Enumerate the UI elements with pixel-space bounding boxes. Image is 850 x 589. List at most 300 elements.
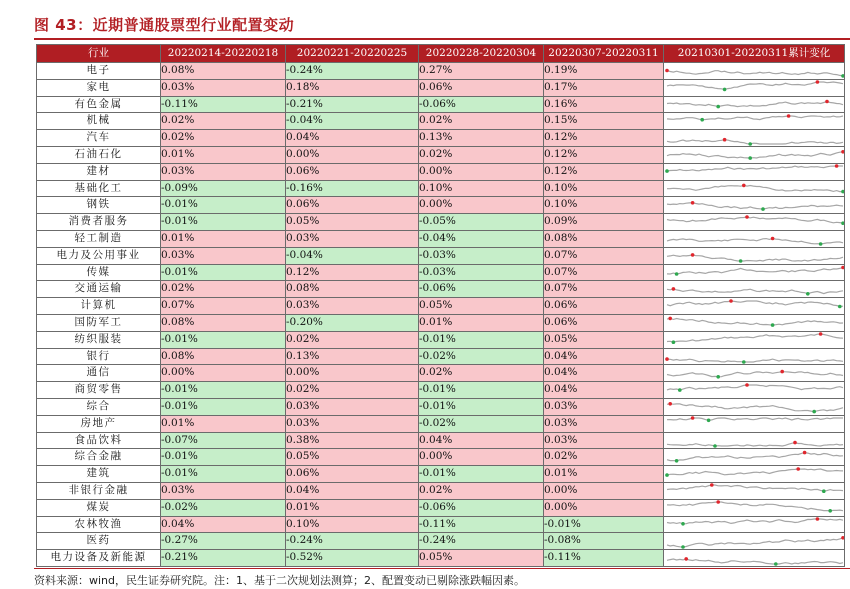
sparkline-line: [667, 359, 843, 362]
weekly-change-cell: 0.00%: [161, 365, 286, 382]
industry-name: 银行: [37, 348, 161, 365]
weekly-change-cell: -0.16%: [286, 180, 419, 197]
weekly-change-cell: -0.04%: [286, 247, 419, 264]
weekly-change-cell: 0.13%: [419, 130, 544, 147]
weekly-change-cell: -0.11%: [544, 550, 664, 567]
weekly-change-cell: 0.07%: [544, 264, 664, 281]
sparkline-min-point: [665, 473, 669, 477]
sparkline-chart: [664, 80, 845, 95]
sparkline-chart: [664, 215, 845, 230]
sparkline-min-point: [774, 562, 778, 566]
sparkline-line: [667, 139, 843, 143]
header-week-3: 20220228-20220304: [419, 45, 544, 63]
table-row: [37, 365, 845, 382]
sparkline-chart: [664, 433, 845, 448]
industry-name: 通信: [37, 365, 161, 382]
industry-name: 综合金融: [37, 449, 161, 466]
header-cumulative: 20210301-20220311累计变化: [664, 45, 845, 63]
weekly-change-cell: -0.01%: [419, 398, 544, 415]
weekly-change-cell: 0.12%: [544, 130, 664, 147]
sparkline-line: [667, 443, 843, 446]
industry-name: 传媒: [37, 264, 161, 281]
sparkline-min-point: [665, 169, 669, 173]
industry-name: 轻工制造: [37, 230, 161, 247]
industry-name: 纺织服装: [37, 331, 161, 348]
sparkline-cell: [664, 314, 845, 331]
sparkline-min-point: [841, 190, 844, 194]
table-row: [37, 197, 845, 214]
sparkline-min-point: [822, 490, 826, 494]
sparkline-line: [667, 185, 843, 191]
industry-name: 消费者服务: [37, 214, 161, 231]
weekly-change-cell: -0.27%: [161, 533, 286, 550]
sparkline-min-point: [841, 221, 844, 225]
sparkline-max-point: [780, 370, 784, 374]
industry-name: 农林牧渔: [37, 516, 161, 533]
industry-name: 非银行金融: [37, 482, 161, 499]
sparkline-chart: [664, 551, 845, 566]
weekly-change-cell: -0.20%: [286, 314, 419, 331]
sparkline-max-point: [771, 237, 775, 241]
sparkline-max-point: [816, 80, 820, 84]
sparkline-min-point: [716, 105, 720, 109]
sparkline-chart: [664, 114, 845, 129]
weekly-change-cell: 0.02%: [286, 382, 419, 399]
table-row: [37, 214, 845, 231]
sparkline-line: [667, 71, 843, 76]
weekly-change-cell: -0.04%: [419, 230, 544, 247]
weekly-change-cell: 0.17%: [544, 79, 664, 96]
sparkline-line: [667, 452, 843, 460]
weekly-change-cell: -0.24%: [286, 533, 419, 550]
header-week-2: 20220221-20220225: [286, 45, 419, 63]
table-row: [37, 415, 845, 432]
sparkline-max-point: [841, 150, 844, 154]
sparkline-chart: [664, 198, 845, 213]
weekly-change-cell: 0.19%: [544, 63, 664, 80]
sparkline-max-point: [691, 416, 695, 420]
sparkline-line: [667, 385, 843, 390]
sparkline-cell: [664, 146, 845, 163]
weekly-change-cell: -0.11%: [419, 516, 544, 533]
weekly-change-cell: 0.00%: [419, 449, 544, 466]
sparkline-min-point: [716, 375, 720, 379]
weekly-change-cell: 0.07%: [544, 247, 664, 264]
sparkline-cell: [664, 365, 845, 382]
table-row: [37, 314, 845, 331]
weekly-change-cell: -0.01%: [161, 214, 286, 231]
sparkline-cell: [664, 398, 845, 415]
sparkline-min-point: [675, 272, 679, 276]
sparkline-cell: [664, 432, 845, 449]
weekly-change-cell: 0.02%: [161, 130, 286, 147]
sparkline-min-point: [841, 74, 844, 78]
title-rule: [34, 38, 850, 40]
weekly-change-cell: 0.08%: [161, 348, 286, 365]
sparkline-cell: [664, 264, 845, 281]
header-industry: 行业: [37, 45, 161, 63]
sparkline-cell: [664, 516, 845, 533]
weekly-change-cell: -0.01%: [544, 516, 664, 533]
sparkline-max-point: [819, 332, 823, 336]
sparkline-cell: [664, 96, 845, 113]
weekly-change-cell: 0.03%: [544, 398, 664, 415]
sparkline-line: [667, 469, 843, 475]
sparkline-min-point: [838, 304, 842, 308]
weekly-change-cell: 0.02%: [419, 113, 544, 130]
source-rule: [34, 568, 850, 569]
weekly-change-cell: 0.03%: [544, 432, 664, 449]
header-week-1: 20220214-20220218: [161, 45, 286, 63]
weekly-change-cell: -0.02%: [419, 348, 544, 365]
sparkline-chart: [664, 483, 845, 498]
weekly-change-cell: 0.05%: [286, 214, 419, 231]
sparkline-cell: [664, 63, 845, 80]
sparkline-chart: [664, 534, 845, 549]
weekly-change-cell: 0.05%: [419, 550, 544, 567]
sparkline-cell: [664, 247, 845, 264]
weekly-change-cell: 0.12%: [286, 264, 419, 281]
weekly-change-cell: 0.02%: [286, 331, 419, 348]
weekly-change-cell: -0.01%: [161, 264, 286, 281]
industry-name: 家电: [37, 79, 161, 96]
weekly-change-cell: 0.02%: [544, 449, 664, 466]
weekly-change-cell: 0.06%: [544, 298, 664, 315]
weekly-change-cell: 0.15%: [544, 113, 664, 130]
table-row: [37, 281, 845, 298]
weekly-change-cell: 0.27%: [419, 63, 544, 80]
weekly-change-cell: -0.21%: [286, 96, 419, 113]
sparkline-cell: [664, 331, 845, 348]
sparkline-cell: [664, 298, 845, 315]
sparkline-line: [667, 289, 843, 294]
table-row: [37, 382, 845, 399]
table-row: [37, 516, 845, 533]
weekly-change-cell: 0.03%: [161, 247, 286, 264]
weekly-change-cell: 0.08%: [161, 63, 286, 80]
weekly-change-cell: -0.09%: [161, 180, 286, 197]
table-row: [37, 331, 845, 348]
weekly-change-cell: 0.04%: [544, 365, 664, 382]
weekly-change-cell: 0.13%: [286, 348, 419, 365]
sparkline-max-point: [691, 253, 695, 257]
industry-name: 商贸零售: [37, 382, 161, 399]
weekly-change-cell: 0.12%: [544, 163, 664, 180]
weekly-change-cell: 0.16%: [544, 96, 664, 113]
weekly-change-cell: 0.08%: [161, 314, 286, 331]
sparkline-min-point: [742, 360, 746, 364]
sparkline-line: [667, 334, 843, 342]
sparkline-min-point: [761, 207, 765, 211]
sparkline-min-point: [819, 243, 823, 247]
industry-name: 基础化工: [37, 180, 161, 197]
weekly-change-cell: 0.04%: [544, 348, 664, 365]
industry-name: 交通运输: [37, 281, 161, 298]
weekly-change-cell: -0.06%: [419, 499, 544, 516]
table-row: [37, 79, 845, 96]
weekly-change-cell: 0.10%: [419, 180, 544, 197]
sparkline-max-point: [742, 184, 746, 188]
sparkline-min-point: [678, 388, 682, 392]
sparkline-max-point: [691, 201, 695, 205]
weekly-change-cell: -0.02%: [161, 499, 286, 516]
weekly-change-cell: 0.10%: [544, 197, 664, 214]
weekly-change-cell: 0.05%: [419, 298, 544, 315]
sparkline-max-point: [729, 299, 733, 303]
weekly-change-cell: -0.02%: [419, 415, 544, 432]
weekly-change-cell: 0.01%: [544, 466, 664, 483]
table-row: [37, 96, 845, 113]
sparkline-cell: [664, 382, 845, 399]
sparkline-chart: [664, 131, 845, 146]
weekly-change-cell: -0.21%: [161, 550, 286, 567]
sparkline-chart: [664, 349, 845, 364]
sparkline-cell: [664, 415, 845, 432]
weekly-change-cell: 0.02%: [161, 281, 286, 298]
weekly-change-cell: 0.10%: [544, 180, 664, 197]
table-row: [37, 466, 845, 483]
table-row: [37, 146, 845, 163]
sparkline-max-point: [825, 100, 829, 104]
sparkline-line: [667, 116, 843, 120]
sparkline-max-point: [665, 357, 669, 361]
sparkline-chart: [664, 299, 845, 314]
weekly-change-cell: 0.38%: [286, 432, 419, 449]
weekly-change-cell: 0.02%: [419, 146, 544, 163]
weekly-change-cell: -0.01%: [161, 449, 286, 466]
weekly-change-cell: 0.06%: [286, 163, 419, 180]
weekly-change-cell: 0.02%: [419, 365, 544, 382]
weekly-change-cell: 0.01%: [161, 230, 286, 247]
weekly-change-cell: 0.02%: [161, 113, 286, 130]
industry-name: 房地产: [37, 415, 161, 432]
weekly-change-cell: -0.07%: [161, 432, 286, 449]
weekly-change-cell: -0.24%: [419, 533, 544, 550]
weekly-change-cell: 0.04%: [419, 432, 544, 449]
sparkline-line: [667, 538, 843, 547]
source-note: 资料来源：wind，民生证券研究院。注：1、基于二次规划法测算；2、配置变动已剔除涨跌幅因素。: [34, 574, 526, 587]
industry-name: 石油石化: [37, 146, 161, 163]
weekly-change-cell: -0.01%: [419, 331, 544, 348]
sparkline-cell: [664, 348, 845, 365]
weekly-change-cell: 0.03%: [286, 230, 419, 247]
table-row: [37, 449, 845, 466]
weekly-change-cell: -0.11%: [161, 96, 286, 113]
sparkline-cell: [664, 163, 845, 180]
industry-name: 建材: [37, 163, 161, 180]
weekly-change-cell: 0.06%: [286, 466, 419, 483]
sparkline-line: [667, 485, 843, 491]
industry-name: 综合: [37, 398, 161, 415]
weekly-change-cell: -0.01%: [161, 398, 286, 415]
header-row: [37, 45, 845, 63]
weekly-change-cell: -0.05%: [419, 214, 544, 231]
sparkline-max-point: [668, 317, 672, 321]
sparkline-line: [667, 239, 843, 245]
table-row: [37, 398, 845, 415]
sparkline-max-point: [816, 517, 820, 521]
sparkline-cell: [664, 466, 845, 483]
table-row: [37, 247, 845, 264]
weekly-change-cell: -0.01%: [161, 466, 286, 483]
weekly-change-cell: 0.09%: [544, 214, 664, 231]
weekly-change-cell: 0.00%: [286, 146, 419, 163]
sparkline-min-point: [748, 157, 752, 161]
sparkline-cell: [664, 499, 845, 516]
sparkline-cell: [664, 533, 845, 550]
sparkline-cell: [664, 550, 845, 567]
industry-name: 电力设备及新能源: [37, 550, 161, 567]
sparkline-max-point: [665, 69, 669, 73]
sparkline-line: [667, 152, 843, 158]
sparkline-chart: [664, 332, 845, 347]
table-body: [37, 63, 845, 567]
sparkline-chart: [664, 399, 845, 414]
weekly-change-cell: 0.01%: [419, 314, 544, 331]
weekly-change-cell: -0.06%: [419, 96, 544, 113]
sparkline-chart: [664, 500, 845, 515]
sparkline-line: [667, 404, 843, 412]
weekly-change-cell: 0.03%: [286, 398, 419, 415]
weekly-change-cell: 0.00%: [419, 163, 544, 180]
sparkline-cell: [664, 79, 845, 96]
table-row: [37, 482, 845, 499]
weekly-change-cell: 0.03%: [161, 79, 286, 96]
weekly-change-cell: 0.00%: [286, 365, 419, 382]
weekly-change-cell: -0.03%: [419, 264, 544, 281]
industry-name: 电子: [37, 63, 161, 80]
weekly-change-cell: 0.03%: [286, 415, 419, 432]
sparkline-cell: [664, 113, 845, 130]
industry-name: 电力及公用事业: [37, 247, 161, 264]
table-row: [37, 533, 845, 550]
industry-name: 医药: [37, 533, 161, 550]
industry-name: 机械: [37, 113, 161, 130]
sparkline-chart: [664, 231, 845, 246]
sparkline-min-point: [672, 341, 676, 345]
sparkline-max-point: [787, 114, 791, 118]
sparkline-chart: [664, 63, 845, 78]
weekly-change-cell: 0.04%: [161, 516, 286, 533]
sparkline-max-point: [684, 557, 688, 561]
sparkline-line: [667, 371, 843, 376]
industry-name: 计算机: [37, 298, 161, 315]
sparkline-chart: [664, 282, 845, 297]
sparkline-max-point: [841, 266, 844, 270]
sparkline-max-point: [745, 215, 749, 219]
sparkline-line: [667, 101, 843, 106]
weekly-change-cell: -0.01%: [419, 382, 544, 399]
sparkline-chart: [664, 181, 845, 196]
weekly-change-cell: 0.03%: [161, 482, 286, 499]
allocation-table: [36, 44, 845, 567]
weekly-change-cell: -0.03%: [419, 247, 544, 264]
weekly-change-cell: 0.00%: [544, 482, 664, 499]
industry-name: 汽车: [37, 130, 161, 147]
industry-name: 食品饮料: [37, 432, 161, 449]
sparkline-cell: [664, 482, 845, 499]
sparkline-chart: [664, 517, 845, 532]
table-row: [37, 180, 845, 197]
sparkline-chart: [664, 383, 845, 398]
weekly-change-cell: -0.08%: [544, 533, 664, 550]
weekly-change-cell: -0.04%: [286, 113, 419, 130]
sparkline-chart: [664, 248, 845, 263]
industry-name: 有色金属: [37, 96, 161, 113]
sparkline-chart: [664, 147, 845, 162]
sparkline-cell: [664, 214, 845, 231]
weekly-change-cell: 0.06%: [419, 79, 544, 96]
industry-name: 钢铁: [37, 197, 161, 214]
sparkline-min-point: [681, 522, 685, 526]
sparkline-max-point: [841, 536, 844, 540]
sparkline-chart: [664, 315, 845, 330]
weekly-change-cell: 0.18%: [286, 79, 419, 96]
weekly-change-cell: 0.00%: [544, 499, 664, 516]
industry-name: 煤炭: [37, 499, 161, 516]
weekly-change-cell: 0.02%: [419, 482, 544, 499]
sparkline-max-point: [803, 451, 807, 455]
weekly-change-cell: 0.05%: [286, 449, 419, 466]
industry-name: 国防军工: [37, 314, 161, 331]
weekly-change-cell: 0.04%: [544, 382, 664, 399]
sparkline-line: [667, 267, 843, 274]
sparkline-chart: [664, 416, 845, 431]
weekly-change-cell: -0.24%: [286, 63, 419, 80]
sparkline-line: [667, 502, 843, 511]
industry-name: 建筑: [37, 466, 161, 483]
table-row: [37, 348, 845, 365]
sparkline-line: [667, 166, 843, 171]
header-week-4: 20220307-20220311: [544, 45, 664, 63]
table-row: [37, 264, 845, 281]
sparkline-cell: [664, 197, 845, 214]
weekly-change-cell: 0.04%: [286, 482, 419, 499]
sparkline-min-point: [806, 292, 810, 296]
weekly-change-cell: -0.06%: [419, 281, 544, 298]
weekly-change-cell: 0.03%: [161, 163, 286, 180]
table-row: [37, 550, 845, 567]
weekly-change-cell: 0.03%: [544, 415, 664, 432]
table-row: [37, 230, 845, 247]
weekly-change-cell: 0.04%: [286, 130, 419, 147]
sparkline-min-point: [675, 459, 679, 463]
sparkline-chart: [664, 97, 845, 112]
sparkline-chart: [664, 366, 845, 381]
weekly-change-cell: 0.06%: [286, 197, 419, 214]
sparkline-line: [667, 319, 843, 326]
sparkline-max-point: [723, 137, 727, 141]
sparkline-max-point: [672, 287, 676, 291]
sparkline-min-point: [713, 444, 717, 448]
sparkline-cell: [664, 230, 845, 247]
sparkline-max-point: [796, 467, 800, 471]
sparkline-min-point: [723, 88, 727, 92]
weekly-change-cell: -0.01%: [161, 382, 286, 399]
sparkline-min-point: [700, 118, 704, 122]
weekly-change-cell: 0.00%: [419, 197, 544, 214]
sparkline-line: [667, 217, 843, 223]
sparkline-min-point: [748, 142, 752, 146]
table-row: [37, 130, 845, 147]
weekly-change-cell: -0.52%: [286, 550, 419, 567]
sparkline-chart: [664, 164, 845, 179]
sparkline-max-point: [668, 402, 672, 406]
weekly-change-cell: -0.01%: [419, 466, 544, 483]
table-row: [37, 298, 845, 315]
table-row: [37, 63, 845, 80]
weekly-change-cell: -0.01%: [161, 197, 286, 214]
